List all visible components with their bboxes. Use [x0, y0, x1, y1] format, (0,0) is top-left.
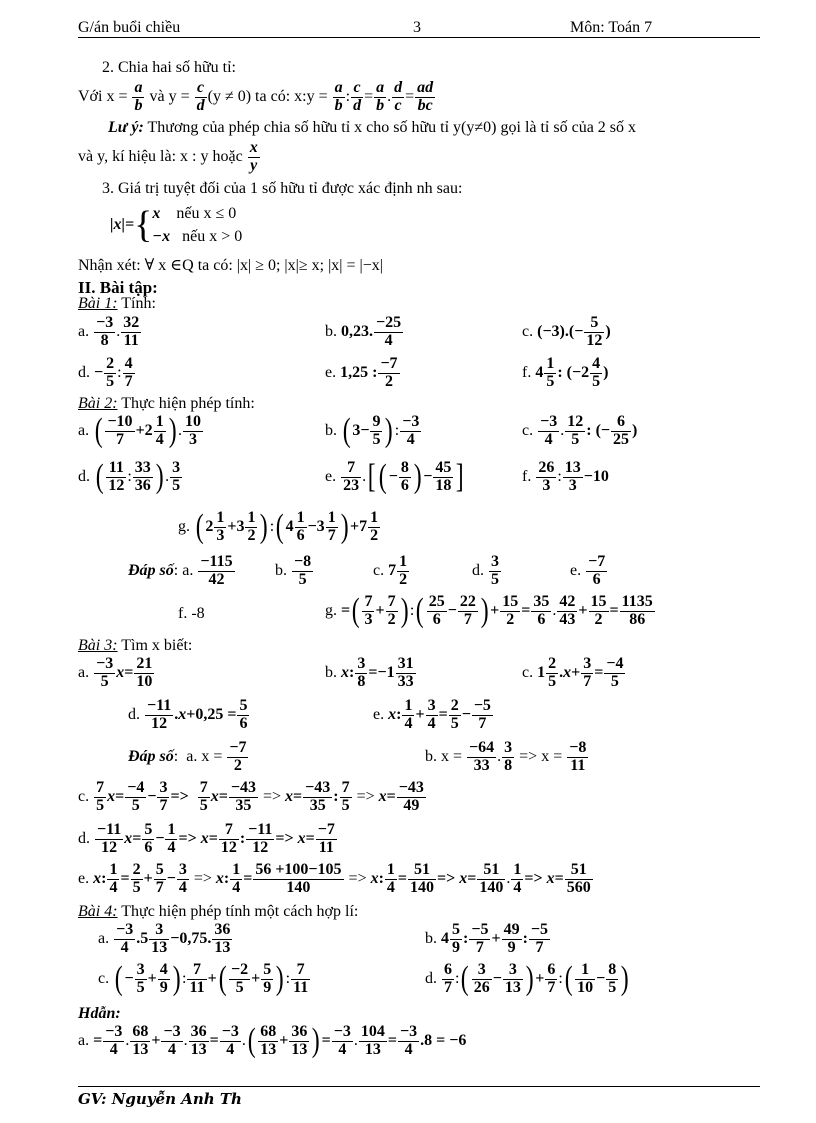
b3-a: a. $\frac{-3}{5}$ x= $\frac{21}{10}$ — [78, 655, 153, 690]
note-label: Lư ý: — [108, 119, 144, 136]
bai2-heading — [78, 396, 255, 412]
b2-a: a. ( $\frac{-10}{7}$ +2 $\frac{1}{4}$ ) . $\frac{10}{3}$ — [78, 412, 202, 450]
abs-title: 3. Giá trị tuyệt đối của 1 số hữu tỉ được xác định nh sau: — [102, 180, 463, 197]
b1-e: e. 1,25 : $\frac{-7}{2}$ — [325, 355, 398, 390]
b2-ans-g: g. =( $\frac{7}{3}$ + $\frac{7}{2}$ ) :( $\frac{25}{6}$ − $\frac{22}{7}$ ) + $\frac{15}{2}$ = $\frac{35}{6}$ . $\frac{42}{43}$ + $\frac{15}{2}$ = $\frac{1135}{86}$ — [325, 592, 653, 630]
b2-b: b. ( 3− $\frac{9}{5}$ ) : $\frac{-3}{4}$ — [325, 412, 420, 450]
bai3-heading — [78, 638, 192, 654]
page-number: 3 — [413, 19, 421, 36]
abs-case-2: nếu x > 0 — [182, 228, 243, 246]
b2-d: d. ( $\frac{11}{12}$ : $\frac{33}{36}$ ) . $\frac{3}{5}$ — [78, 458, 181, 496]
b1-c: c. (−3).(− $\frac{5}{12}$ ) — [522, 314, 611, 349]
b2-e: e. $\frac{7}{23}$ .[( − $\frac{8}{6}$ ) − $\frac{45}{18}$ ] — [325, 458, 464, 496]
b3-solution-d: d. $\frac{-11}{12}$ x= $\frac{5}{6}$ − $\frac{1}{4}$ => x= $\frac{7}{12}$ : $\frac{-11}{12}$ => x= $\frac{-7}{11}$ — [78, 821, 335, 856]
bai3-title: Tìm x biết: — [117, 637, 193, 654]
b1-f: f. 4 $\frac{1}{5}$ : (−2 $\frac{4}{5}$ ) — [522, 355, 609, 390]
b4-d: d. $\frac{6}{7}$ :( $\frac{3}{26}$ − $\frac{3}{13}$ ) + $\frac{6}{7}$ :( $\frac{1}{10}$ − $\frac{8}{5}$ ) — [425, 960, 629, 998]
header-left: G/án buổi chiều — [78, 19, 181, 36]
bai1-label: Bài 1: — [78, 295, 118, 312]
b3-answer-a: Đáp số: a. x = $\frac{-7}{2}$ — [128, 739, 247, 774]
b3-e: e. x: $\frac{1}{4}$ + $\frac{3}{4}$ = $\frac{2}{5}$ − $\frac{-5}{7}$ — [373, 697, 491, 732]
abs-case-1: nếu x ≤ 0 — [176, 205, 237, 222]
bai1-title: Tính: — [117, 295, 156, 312]
note-text: Thương của phép chia số hữu tỉ x cho số hữu tỉ y(y≠0) gọi là tỉ số của 2 số x — [147, 119, 637, 136]
bai3-label: Bài 3: — [78, 637, 118, 654]
b2-answers: Đáp số: a. $\frac{-115}{42}$ — [128, 553, 233, 588]
dap-so-label-2: Đáp số — [128, 747, 174, 765]
bai2-title: Thực hiện phép tính: — [117, 395, 255, 412]
b3-solution-e: e. x: $\frac{1}{4}$ = $\frac{2}{5}$ + $\frac{5}{7}$ − $\frac{3}{4}$ => x: $\frac{1}{4}$ = $\frac{56 +100-105}{140}$ => x: $\frac{1}{4}$ = $\frac{51}{140}$ => x= $\frac{51}{140}$ . $\frac{1}{4}$ => x= $\frac{51}{560}$ — [78, 861, 591, 896]
bai4-heading — [78, 904, 358, 920]
b2-ans-e: e. $\frac{-7}{6}$ — [570, 553, 606, 588]
dap-so-label-1: Đáp số — [128, 561, 174, 579]
b3-c: c. 1 $\frac{2}{5}$ .x+ $\frac{3}{7}$ = $\frac{-4}{5}$ — [522, 655, 624, 690]
b2-ans-f: f. -8 — [178, 605, 205, 622]
hdan-label: Hdẫn: — [78, 1005, 121, 1022]
b2-ans-b: b. $\frac{-8}{5}$ — [275, 553, 312, 588]
b1-d: d. − $\frac{2}{5}$ : $\frac{4}{7}$ — [78, 355, 133, 390]
b3-solution-c: c. $\frac{7}{5}$ x= $\frac{-4}{5}$ − $\frac{3}{7}$ => $\frac{7}{5}$ x= $\frac{-43}{35}$ => x= $\frac{-43}{35}$ : $\frac{7}{5}$ => x= $\frac{-43}{49}$ — [78, 779, 424, 814]
b4-c: c. ( − $\frac{3}{5}$ + $\frac{4}{9}$ ) : $\frac{7}{11}$ +( $\frac{-2}{5}$ + $\frac{5}{9}$ ) : $\frac{7}{11}$ — [98, 960, 309, 998]
division-title: 2. Chia hai số hữu tỉ: — [102, 59, 236, 76]
bai1-heading — [78, 296, 156, 312]
abs-definition: |x|={x nếu x ≤ 0 −x nếu x > 0 — [110, 204, 243, 247]
b2-ans-d: d. $\frac{3}{5}$ — [472, 553, 499, 588]
b2-f: f. $\frac{26}{3}$ : $\frac{13}{3}$ −10 — [522, 459, 609, 494]
b1-a: a. $\frac{-3}{8}$ . $\frac{32}{11}$ — [78, 314, 140, 349]
b2-ans-c: c. 7 $\frac{1}{2}$ — [373, 553, 408, 588]
bai4-title: Thực hiện phép tính một cách hợp lí: — [117, 903, 359, 920]
b1-b: b. 0,23. $\frac{-25}{4}$ — [325, 314, 402, 349]
section-title: II. Bài tập: — [78, 278, 158, 297]
header-rule — [78, 37, 760, 38]
b4-hint-a: a. = $\frac{-3}{4}$ . $\frac{68}{13}$ + $\frac{-3}{4}$ . $\frac{36}{13}$ = $\frac{-3}{4}$ .( $\frac{68}{13}$ + $\frac{36}{13}$ ) = $\frac{-3}{4}$ . $\frac{104}{13}$ = $\frac{-3}{4}$ .8 = −6 — [78, 1022, 467, 1060]
footer-rule — [78, 1086, 760, 1087]
b3-answer-b: b. x = $\frac{-64}{33}$ . $\frac{3}{8}$ => x = $\frac{-8}{11}$ — [425, 739, 587, 774]
b4-b: b. 4 $\frac{5}{9}$ : $\frac{-5}{7}$ + $\frac{49}{9}$ : $\frac{-5}{7}$ — [425, 921, 549, 956]
division-formula: Với x = $\frac{a}{b}$ và y = $\frac{c}{d}$ (y ≠ 0) ta có: x:y = $\frac{a}{b}$ : $\frac{c}{d}$ = $\frac{a}{b}$ . $\frac{d}{c}$ = $\frac{ad}{bc}$ — [78, 79, 434, 114]
b3-b: b. x: $\frac{3}{8}$ =−1 $\frac{31}{33}$ — [325, 655, 414, 690]
footer-author: GV: Nguyễn Anh Th — [78, 1090, 242, 1108]
note-line — [108, 120, 636, 136]
b3-d: d. $\frac{-11}{12}$ .x+0,25 = $\frac{5}{6}$ — [128, 697, 248, 732]
note-line-2: và y, kí hiệu là: x : y hoặc $\frac{x}{y}$ — [78, 139, 258, 174]
b2-g: g. ( 2 $\frac{1}{3}$ +3 $\frac{1}{2}$ ) :( 4 $\frac{1}{6}$ −3 $\frac{1}{7}$ ) +7 $\frac{1}{2}$ — [178, 508, 379, 546]
bai2-label: Bài 2: — [78, 395, 118, 412]
header-right: Môn: Toán 7 — [570, 19, 653, 36]
remark: Nhận xét: ∀ x ∈Q ta có: |x| ≥ 0; |x|≥ x; |x| = |−x| — [78, 257, 383, 274]
b2-c: c. $\frac{-3}{4}$ . $\frac{12}{5}$ : (− $\frac{6}{25}$ ) — [522, 413, 638, 448]
bai4-label: Bài 4: — [78, 903, 118, 920]
b4-a: a. $\frac{-3}{4}$ .5 $\frac{3}{13}$ −0,75. $\frac{36}{13}$ — [98, 921, 231, 956]
